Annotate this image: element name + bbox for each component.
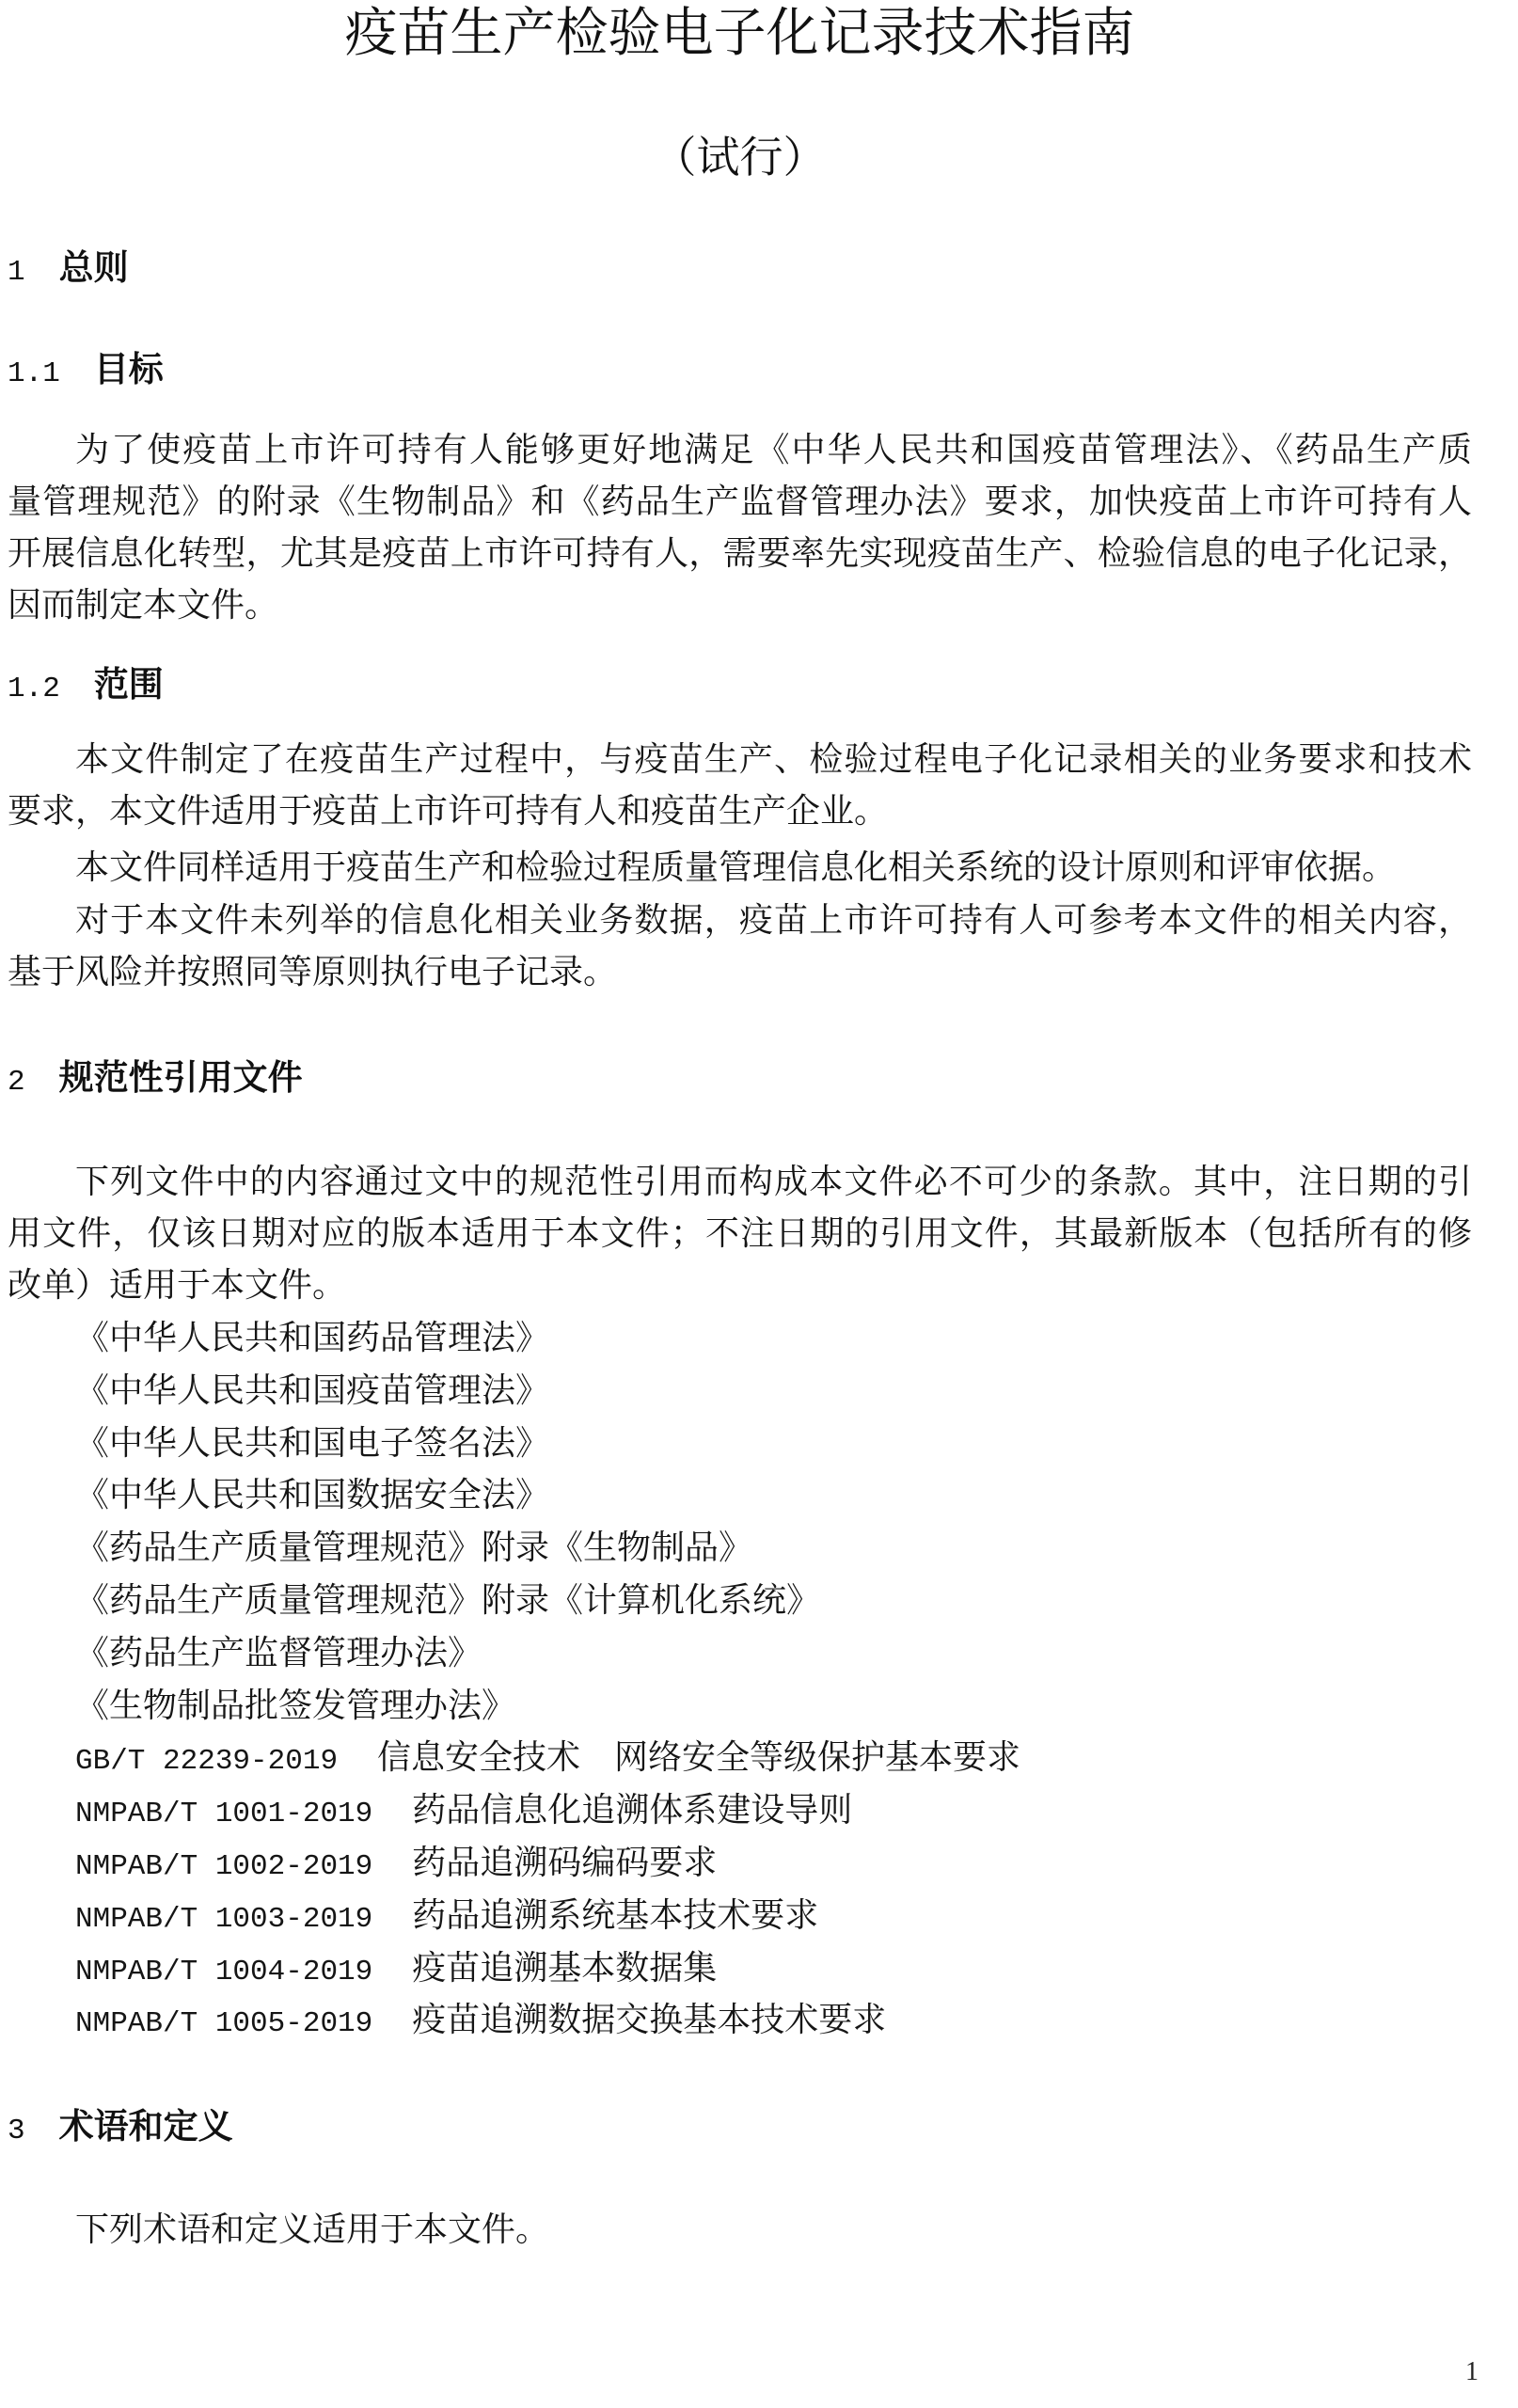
- document-title: 疫苗生产检验电子化记录技术指南: [344, 3, 1135, 64]
- reference-title: 《中华人民共和国疫苗管理法》: [75, 1370, 550, 1410]
- paragraph-line: 为了使疫苗上市许可持有人能够更好地满足《中华人民共和国疫苗管理法》、《药品生产质: [75, 431, 1472, 469]
- paragraph-line: 开展信息化转型，尤其是疫苗上市许可持有人，需要率先实现疫苗生产、检验信息的电子化记录，: [8, 534, 1472, 573]
- paragraph-line: 量管理规范》的附录《生物制品》和《药品生产监督管理办法》要求，加快疫苗上市许可持有人: [8, 483, 1472, 521]
- reference-code: NMPAB/T 1004-2019: [75, 1955, 373, 1988]
- paragraph-line: 因而制定本文件。: [8, 586, 279, 625]
- reference-code: NMPAB/T 1001-2019: [75, 1798, 373, 1831]
- reference-item: [8, 1680, 1472, 1733]
- reference-title: 药品追溯系统基本技术要求: [412, 1895, 819, 1935]
- paragraph-line: 下列术语和定义适用于本文件。: [75, 2210, 550, 2249]
- section-heading-1-2: [8, 658, 1472, 710]
- section-heading-2: [8, 1052, 1472, 1103]
- document-subtitle: （试行）: [653, 132, 827, 182]
- reference-title: 《药品生产质量管理规范》附录《生物制品》: [75, 1529, 753, 1568]
- paragraph-line: 本文件制定了在疫苗生产过程中，与疫苗生产、检验过程电子化记录相关的业务要求和技术: [75, 740, 1472, 779]
- reference-title: 《药品生产监督管理办法》: [75, 1633, 482, 1672]
- reference-item: [8, 1994, 1472, 2047]
- paragraph-objective: [8, 424, 1472, 631]
- paragraph-line: 改单）适用于本文件。: [8, 1266, 347, 1305]
- section-number: 1: [8, 255, 25, 289]
- reference-item: [8, 1732, 1472, 1784]
- paragraph-line: 基于风险并按照同等原则执行电子记录。: [8, 953, 618, 991]
- reference-title: 《中华人民共和国电子签名法》: [75, 1423, 550, 1463]
- paragraph-line: 对于本文件未列举的信息化相关业务数据，疫苗上市许可持有人可参考本文件的相关内容，: [75, 901, 1472, 940]
- reference-title: 疫苗追溯数据交换基本技术要求: [412, 2001, 887, 2040]
- reference-list: [8, 1312, 1472, 2047]
- paragraph-line: 要求，本文件适用于疫苗上市许可持有人和疫苗生产企业。: [8, 792, 889, 831]
- paragraph-scope-2: [8, 842, 1472, 894]
- reference-item: [8, 1522, 1472, 1575]
- section-title: 总则: [58, 246, 129, 288]
- reference-item: [8, 1627, 1472, 1680]
- reference-title: 信息安全技术 网络安全等级保护基本要求: [377, 1738, 1021, 1778]
- reference-title: 疫苗追溯基本数据集: [412, 1948, 718, 1988]
- section-heading-1-1: [8, 343, 1472, 395]
- reference-code: NMPAB/T 1002-2019: [75, 1849, 373, 1883]
- reference-title: 《中华人民共和国数据安全法》: [75, 1476, 550, 1515]
- reference-title: 药品追溯码编码要求: [412, 1843, 718, 1882]
- page-number: 1: [1465, 2357, 1478, 2386]
- paragraph-scope-3: [8, 895, 1472, 998]
- reference-item: [8, 1365, 1472, 1418]
- reference-code: NMPAB/T 1005-2019: [75, 2007, 373, 2041]
- reference-item: [8, 1942, 1472, 1995]
- reference-title: 《中华人民共和国药品管理法》: [75, 1319, 550, 1357]
- section-title: 术语和定义: [58, 2105, 233, 2147]
- reference-item: [8, 1312, 1472, 1365]
- paragraph-line: 本文件同样适用于疫苗生产和检验过程质量管理信息化相关系统的设计原则和评审依据。: [75, 848, 1397, 887]
- reference-title: 药品信息化追溯体系建设导则: [412, 1791, 853, 1830]
- reference-item: [8, 1837, 1472, 1890]
- paragraph-references-intro: [8, 1156, 1472, 1311]
- reference-code: GB/T 22239-2019: [75, 1745, 339, 1779]
- section-title: 规范性引用文件: [58, 1056, 303, 1098]
- reference-item: [8, 1418, 1472, 1470]
- section-title: 范围: [93, 663, 164, 705]
- section-heading-1: [8, 242, 1472, 293]
- reference-item: [8, 1469, 1472, 1522]
- reference-title: 《药品生产质量管理规范》附录《计算机化系统》: [75, 1580, 821, 1620]
- paragraph-line: 用文件，仅该日期对应的版本适用于本文件；不注日期的引用文件，其最新版本（包括所有的修: [8, 1214, 1472, 1253]
- reference-code: NMPAB/T 1003-2019: [75, 1902, 373, 1936]
- section-number: 2: [8, 1065, 25, 1099]
- reference-item: [8, 1575, 1472, 1627]
- paragraph-line: 下列文件中的内容通过文中的规范性引用而构成本文件必不可少的条款。其中，注日期的引: [75, 1163, 1472, 1201]
- reference-title: 《生物制品批签发管理办法》: [75, 1686, 516, 1725]
- section-heading-3: [8, 2100, 1472, 2152]
- section-number: 1.1: [8, 356, 60, 390]
- reference-item: [8, 1784, 1472, 1837]
- paragraph-terms-intro: [8, 2204, 1472, 2256]
- reference-item: [8, 1890, 1472, 1942]
- section-title: 目标: [93, 348, 164, 389]
- section-number: 1.2: [8, 672, 60, 705]
- section-number: 3: [8, 2114, 25, 2147]
- paragraph-scope-1: [8, 734, 1472, 837]
